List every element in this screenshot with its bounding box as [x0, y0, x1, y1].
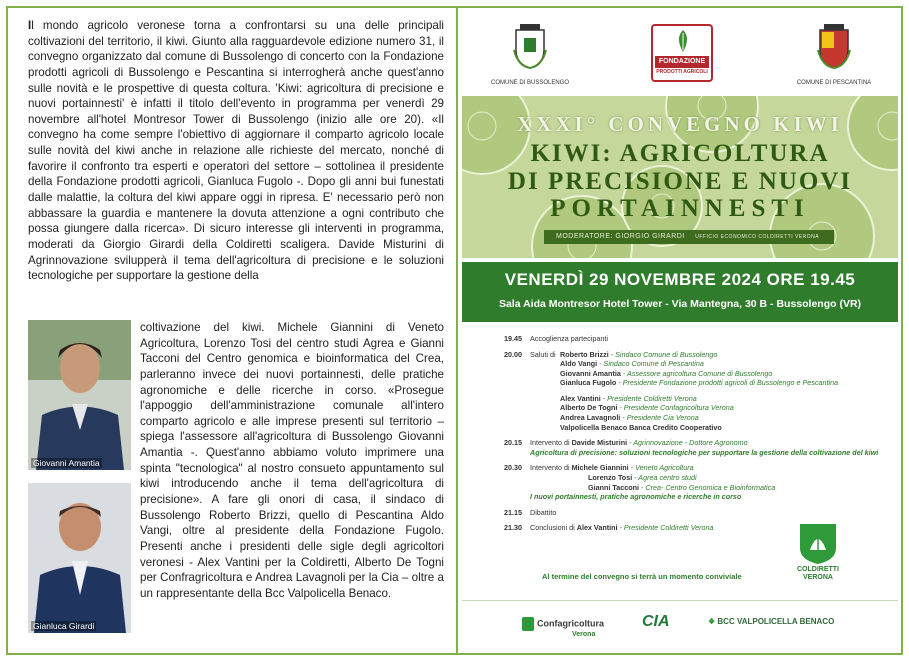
talk-intro: Intervento di	[530, 438, 572, 448]
program-row	[504, 350, 894, 433]
comune-left-label: COMUNE DI BUSSOLENGO	[490, 80, 569, 86]
greetings-list-b	[560, 394, 894, 432]
event-date: VENERDÌ 29 NOVEMBRE 2024 ORE 19.45	[504, 270, 856, 289]
moderator-role: UFFICIO ECONOMICO COLDIRETTI VERONA	[695, 234, 820, 240]
article-paragraph-1	[28, 18, 444, 284]
program-row	[504, 508, 894, 518]
confagricoltura-label: Confagricoltura	[537, 618, 605, 629]
poster-title-line: KIWI: AGRICOLTURA	[530, 140, 830, 167]
speaker-name: Gianni Tacconi	[588, 482, 639, 492]
bcc-icon: ❖	[708, 617, 718, 626]
speaker-role: - Presidente Coldiretti Verona	[617, 523, 714, 533]
coldiretti-label: COLDIRETTI VERONA	[797, 566, 839, 581]
speaker-role: - Presidente Coldiretti Verona	[600, 393, 697, 403]
talk-speaker-line	[530, 438, 894, 448]
cia-logo: CIA	[642, 613, 670, 630]
article-lower-section	[28, 320, 444, 640]
poster-edition-title: XXXI° CONVEGNO KIWI	[517, 112, 843, 136]
bussolengo-crest-icon	[510, 22, 550, 70]
program-talk	[530, 463, 894, 501]
photo-caption: Giovanni Amantia	[33, 458, 100, 468]
moderator-bar	[544, 230, 834, 244]
portrait-image	[28, 320, 131, 470]
column-divider	[456, 8, 458, 653]
pescantina-crest-icon	[814, 22, 854, 70]
program-row	[504, 334, 894, 344]
program-time: 20.15	[504, 438, 522, 448]
talk-intro: Intervento di	[530, 463, 572, 473]
confagricoltura-icon	[522, 617, 534, 631]
program-text: Dibattito	[530, 507, 557, 517]
fondazione-logo	[651, 24, 713, 82]
program-row	[504, 438, 894, 457]
speaker-name: Davide Misturini	[571, 438, 628, 448]
comune-right-label: COMUNE DI PESCANTINA	[796, 80, 872, 86]
poster-footer	[462, 600, 898, 648]
talk-topic: I nuovi portainnesti, pratiche agronomiche e ricerche in corso	[530, 492, 742, 502]
greetings-label: Saluti di	[530, 349, 556, 359]
event-poster	[462, 12, 898, 650]
confagricoltura-sub: Verona	[572, 631, 596, 638]
moderator-name: MODERATORE: GIORGIO GIRARDI	[556, 233, 685, 240]
speaker-name: Gianluca Fugolo	[560, 378, 617, 388]
speaker-line	[560, 423, 894, 433]
confagricoltura-logo	[522, 617, 604, 638]
photo-caption: Gianluca Girardi	[33, 621, 95, 631]
speaker-name: Valpolicella Benaco Banca Credito Cooperativo	[560, 422, 722, 432]
leaf-icon	[675, 30, 691, 52]
poster-banner	[462, 96, 898, 258]
date-bar	[462, 262, 898, 322]
speaker-role: - Agrea centro studi	[632, 472, 697, 482]
photo-gianluca-girardi	[28, 483, 131, 633]
program-time: 20.30	[504, 463, 522, 473]
fondazione-label: FONDAZIONE	[655, 56, 709, 68]
poster-title-line: PORTAINNESTI	[550, 195, 810, 222]
coldiretti-logo	[796, 520, 840, 582]
speaker-role: - Presidente Cia Verona	[620, 413, 699, 423]
talk-intro: Conclusioni di	[530, 523, 577, 533]
talk-topic: Agricoltura di precisione: soluzioni tecnologiche per supportare la gestione della coltivazione del kiwi	[530, 447, 879, 457]
greetings-list-a	[560, 350, 894, 388]
program-greetings	[530, 350, 894, 433]
speaker-line	[560, 378, 894, 388]
drop-cap: I	[28, 19, 32, 32]
speaker-role: - Crea- Centro Genomica e Bioinformatica	[639, 482, 776, 492]
speaker-line	[560, 359, 894, 369]
talk-speaker-line	[588, 483, 894, 493]
speaker-line	[560, 413, 894, 423]
program-time: 19.45	[504, 334, 522, 343]
event-venue: Sala Aida Montresor Hotel Tower - Via Mantegna, 30 B - Bussolengo (VR)	[498, 298, 862, 310]
article-text-2: coltivazione del kiwi. Michele Giannini di Veneto Agricoltura, Lorenzo Tosi del centro studi Agrea e Gianni Tacconi del Centro genomica e bioinformatica del Crea, parleranno invece dei nuovi portainnesti, delle pratiche agronomiche e delle ricerche in corso. «Prosegue l'appoggio dell'amministrazione comunale all'intero comparto agricolo e alle imprese presenti sul territorio – spiega l'assessore all'agricoltura di Bussolengo Giovanni Amantia -. Quest'anno abbiamo voluto imprimere una spinta "tecnologica" al nostro consueto appuntamento sul kiwi introducendo anche il tema dell'agricoltura di precisione». A fare gli onori di casa, il sindaco di Bussolengo Roberto Brizzi, quello di Pescantina Aldo Vangi, oltre al presidente della Fondazione Fugolo. Presenti anche i presidenti delle sigle degli agricoltori veronesi - Alex Vantini per la Coldiretti, Alberto De Togni per Confragricoltura e Andrea Lavagnoli per la Cia – oltre a un rappresentante della Bcc Valpolicella Benaco.	[140, 321, 444, 600]
speaker-name: Michele Giannini	[571, 463, 629, 473]
speaker-name: Alberto De Togni	[560, 403, 618, 413]
speaker-name: Aldo Vangi	[560, 359, 598, 369]
speaker-role: - Presidente Confagricoltura Verona	[617, 403, 734, 413]
photo-giovanni-amantia	[28, 320, 131, 470]
poster-main-title	[462, 140, 898, 223]
fondazione-sub: PRODOTTI AGRICOLI	[656, 69, 708, 75]
speaker-role: - Agrinnovazione - Dottore Agronomo	[627, 438, 748, 448]
event-program	[504, 334, 894, 539]
speaker-line	[560, 403, 894, 413]
closing-note: Al termine del convegno si terrà un momento conviviale	[542, 572, 742, 581]
speaker-role: - Veneto Agricoltura	[628, 463, 694, 473]
bcc-label: BCC VALPOLICELLA BENACO	[717, 617, 835, 626]
speaker-role: - Sindaco Comune di Bussolengo	[608, 349, 718, 359]
talk-speaker-line	[530, 463, 894, 473]
article-text-1: l mondo agricolo veronese torna a confrontarsi su una delle principali coltivazioni del territorio, il kiwi. Giunto alla ragguardevole edizione numero 31, il convegno organizzato dal comune di Bussolengo di concerto con la Fondazione prodotti agricoli di Bussolengo e Pescantina si interrogherà anche quest'anno sulle novità e le prospettive di questa coltura. 'Kiwi: agricoltura di precisione e nuovi portainnesti' è infatti il titolo dell'evento in programma per venerdì 29 novembre all'hotel Montresor Tower di Bussolengo (inizio alle ore 20). «Il convegno ha come sempre l'obiettivo di aggiornare il comparto agricolo locale sulle novità del kiwi anche in relazione alle richieste del mercato, nonché di favorire il confronto tra esperti e operatori del settore – sottolinea il presidente della Fondazione prodotti agricoli, Gianluca Fugolo -. Dopo gli anni bui funestati dalle malattie, la coltura del kiwi appare oggi in ripresa. E' necessario però non abbassare la guardia e mantenere la dovuta attenzione a ogni contributo che possa giungere dalla ricerca». Di sicuro interesse gli interventi in programma, moderati da Giorgio Girardi della Coldiretti scaligera. Davide Misturini di Agrinnovazione svilupperà il tema dell'agricoltura di precisione e le soluzioni tecnologiche per supportare la gestione della	[28, 19, 444, 283]
speaker-name: Roberto Brizzi	[560, 349, 609, 359]
program-time: 21.15	[504, 507, 522, 517]
talk-speaker-line	[588, 473, 894, 483]
speaker-line	[560, 369, 894, 379]
speaker-line	[560, 350, 894, 360]
program-time: 20.00	[504, 349, 522, 359]
poster-logos	[462, 12, 898, 94]
speaker-name: Giovanni Amantia	[560, 368, 621, 378]
speaker-role: - Presidente Fondazione prodotti agricoli di Bussolengo e Pescantina	[616, 378, 839, 388]
speaker-name: Andrea Lavagnoli	[560, 413, 621, 423]
bcc-logo	[708, 617, 834, 626]
program-talk	[530, 438, 894, 457]
program-time: 21.30	[504, 523, 522, 533]
program-row	[504, 463, 894, 501]
coldiretti-icon	[796, 520, 840, 564]
speaker-name: Alex Vantini	[560, 393, 601, 403]
speaker-name: Lorenzo Tosi	[588, 472, 633, 482]
speaker-role: - Sindaco Comune di Pescantina	[597, 359, 704, 369]
portrait-image	[28, 483, 131, 633]
program-text: Accoglienza partecipanti	[530, 334, 608, 343]
speaker-line	[560, 394, 894, 404]
speaker-role: - Assessore agricoltura Comune di Bussolengo	[620, 368, 773, 378]
article-body	[28, 18, 444, 284]
poster-title-line: DI PRECISIONE E NUOVI	[507, 167, 853, 195]
speaker-name: Alex Vantini	[576, 523, 618, 533]
